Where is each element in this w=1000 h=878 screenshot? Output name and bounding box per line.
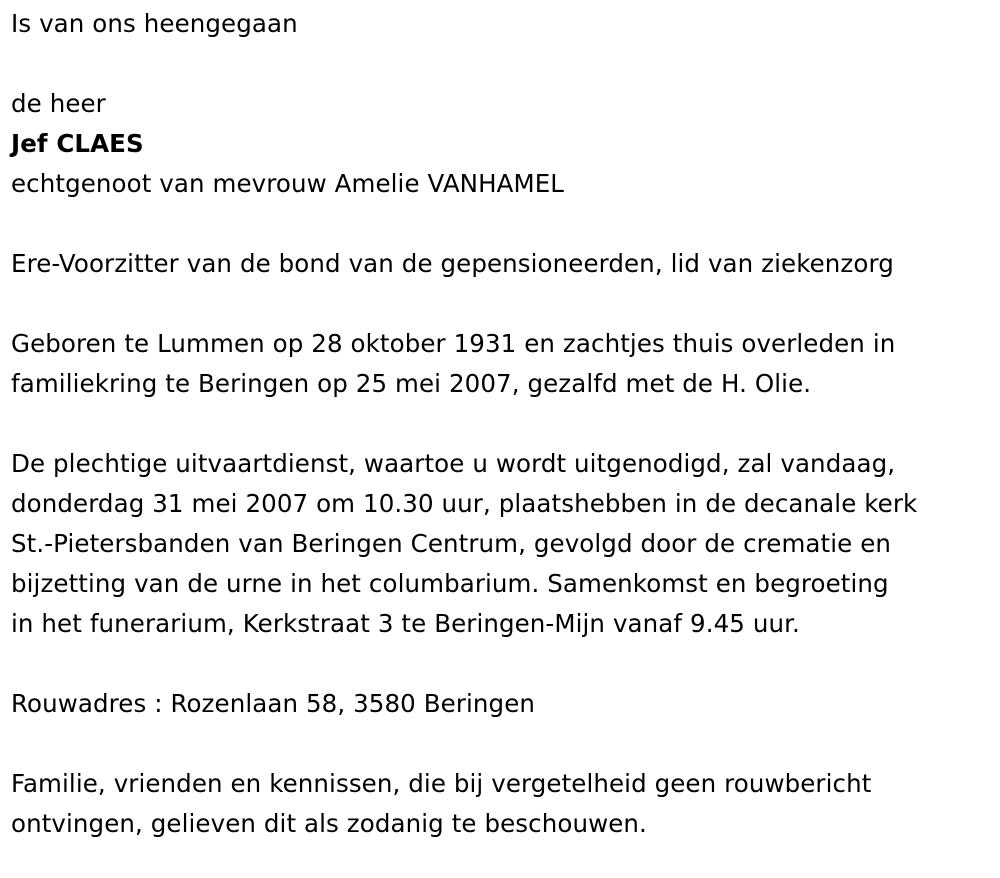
blank-line xyxy=(11,44,986,84)
blank-line xyxy=(11,404,986,444)
paragraph-line: Geboren te Lummen op 28 oktober 1931 en zachtjes thuis overleden in xyxy=(11,329,896,358)
paragraph-line: ontvingen, gelieven dit als zodanig te beschouwen. xyxy=(11,809,647,838)
closing-paragraph xyxy=(11,764,986,844)
paragraph-line: Familie, vrienden en kennissen, die bij vergetelheid geen rouwbericht xyxy=(11,769,872,798)
paragraph-line: De plechtige uitvaartdienst, waartoe u wordt uitgenodigd, zal vandaag, xyxy=(11,449,896,478)
honorific-text: de heer xyxy=(11,89,106,118)
paragraph-line: in het funerarium, Kerkstraat 3 te Beringen-Mijn vanaf 9.45 uur. xyxy=(11,609,800,638)
blank-line xyxy=(11,724,986,764)
address-text: Rouwadres : Rozenlaan 58, 3580 Beringen xyxy=(11,689,535,718)
paragraph-line: donderdag 31 mei 2007 om 10.30 uur, plaatshebben in de decanale kerk xyxy=(11,489,918,518)
blank-line xyxy=(11,644,986,684)
blank-line xyxy=(11,284,986,324)
intro-text: Is van ons heengegaan xyxy=(11,9,298,38)
death-notice xyxy=(11,4,986,844)
paragraph-line: bijzetting van de urne in het columbarium. Samenkomst en begroeting xyxy=(11,569,889,598)
birth-paragraph xyxy=(11,324,986,404)
deceased-name: Jef CLAES xyxy=(11,129,144,158)
paragraph-line: St.-Pietersbanden van Beringen Centrum, gevolgd door de crematie en xyxy=(11,529,892,558)
funeral-paragraph xyxy=(11,444,986,644)
spouse-text: echtgenoot van mevrouw Amelie VANHAMEL xyxy=(11,169,565,198)
roles-text: Ere-Voorzitter van de bond van de gepensioneerden, lid van ziekenzorg xyxy=(11,249,894,278)
blank-line xyxy=(11,204,986,244)
paragraph-line: familiekring te Beringen op 25 mei 2007, gezalfd met de H. Olie. xyxy=(11,369,812,398)
